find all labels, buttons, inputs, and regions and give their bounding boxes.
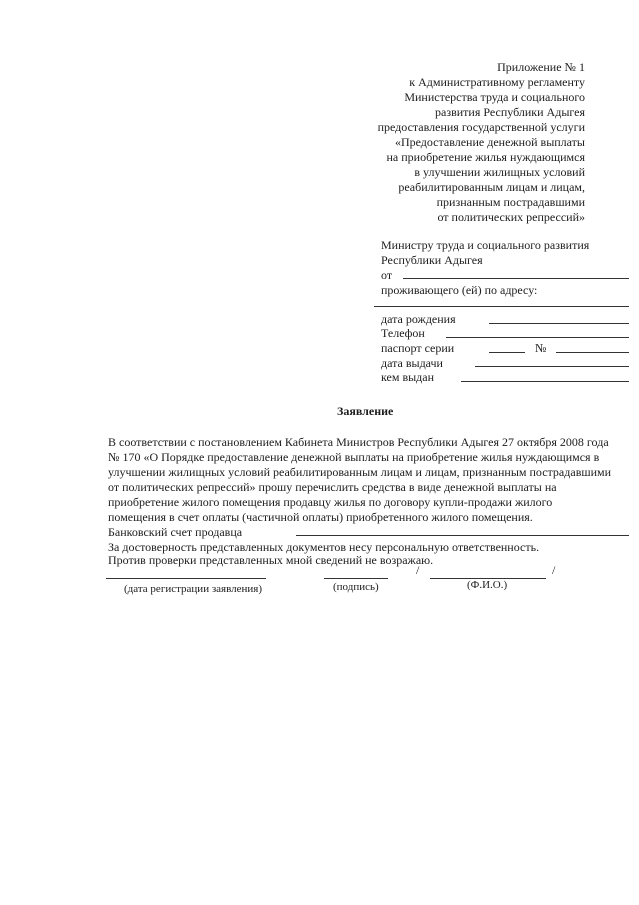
passport-series-label: паспорт серии [381,341,455,355]
appendix-line: предоставления государственной услуги [377,120,585,134]
statement-line: от политических репрессий» прошу перечислить средства в виде денежной выплаты на [108,480,557,494]
address-field[interactable] [374,306,629,307]
addressee-line-2: Республики Адыгея [381,253,483,267]
statement-line: помещения в счет оплаты (частичной оплаты) приобретенного жилого помещения. [108,510,533,524]
passport-number-field[interactable] [556,352,629,353]
appendix-line: Министерства труда и социального [404,90,585,104]
appendix-line: в улучшении жилищных условий [414,165,585,179]
signature-field[interactable] [324,578,388,579]
bank-account-field[interactable] [296,535,629,536]
statement-body [108,435,611,525]
birth-date-label: дата рождения [381,312,456,326]
slash-right: / [552,563,556,577]
appendix-line: «Предоставление денежной выплаты [394,135,585,149]
birth-date-field[interactable] [489,323,629,324]
registration-date-caption: (дата регистрации заявления) [124,583,263,595]
appendix-line: развития Республики Адыгея [435,105,585,119]
phone-field[interactable] [446,337,629,338]
slash-left: / [416,563,420,577]
appendix-header [285,60,585,225]
issue-date-field[interactable] [475,366,629,367]
statement-line: улучшении жилищных условий реабилитированным лицам и лицам, признанным пострадавшими [108,465,612,479]
phone-label: Телефон [381,326,425,340]
no-objection-text: Против проверки представленных мной сведений не возражаю. [108,553,434,567]
registration-date-field[interactable] [106,578,266,579]
issue-date-label: дата выдачи [381,356,443,370]
passport-series-field[interactable] [489,352,525,353]
issued-by-field[interactable] [461,381,629,382]
issued-by-label: кем выдан [381,370,435,384]
passport-number-label: № [535,341,547,355]
appendix-line: реабилитированным лицам и лицам, [398,180,585,194]
appendix-line: Приложение № 1 [497,60,585,74]
bank-account-label: Банковский счет продавца [108,525,243,539]
addressee-line-1: Министру труда и социального развития [381,238,590,252]
appendix-line: к Административному регламенту [409,75,585,89]
full-name-caption: (Ф.И.О.) [467,579,508,591]
appendix-line: на приобретение жилья нуждающимся [386,150,585,164]
responsibility-text: За достоверность представленных документов несу персональную ответственность. [108,540,540,554]
from-field[interactable] [403,278,629,279]
statement-title: Заявление [337,404,394,418]
signature-caption: (подпись) [333,581,379,593]
from-label: от [381,268,393,282]
statement-line: В соответствии с постановлением Кабинета Министров Республики Адыгея 27 октября 2008 года [108,435,609,449]
statement-line: № 170 «О Порядке предоставление денежной выплаты на приобретение жилья нуждающимся в [108,450,600,464]
appendix-line: признанным пострадавшими [436,195,585,209]
residence-label: проживающего (ей) по адресу: [381,283,538,297]
appendix-line: от политических репрессий» [437,210,585,224]
statement-line: приобретение жилого помещения продавцу жилья по договору купли-продажи жилого [108,495,553,509]
